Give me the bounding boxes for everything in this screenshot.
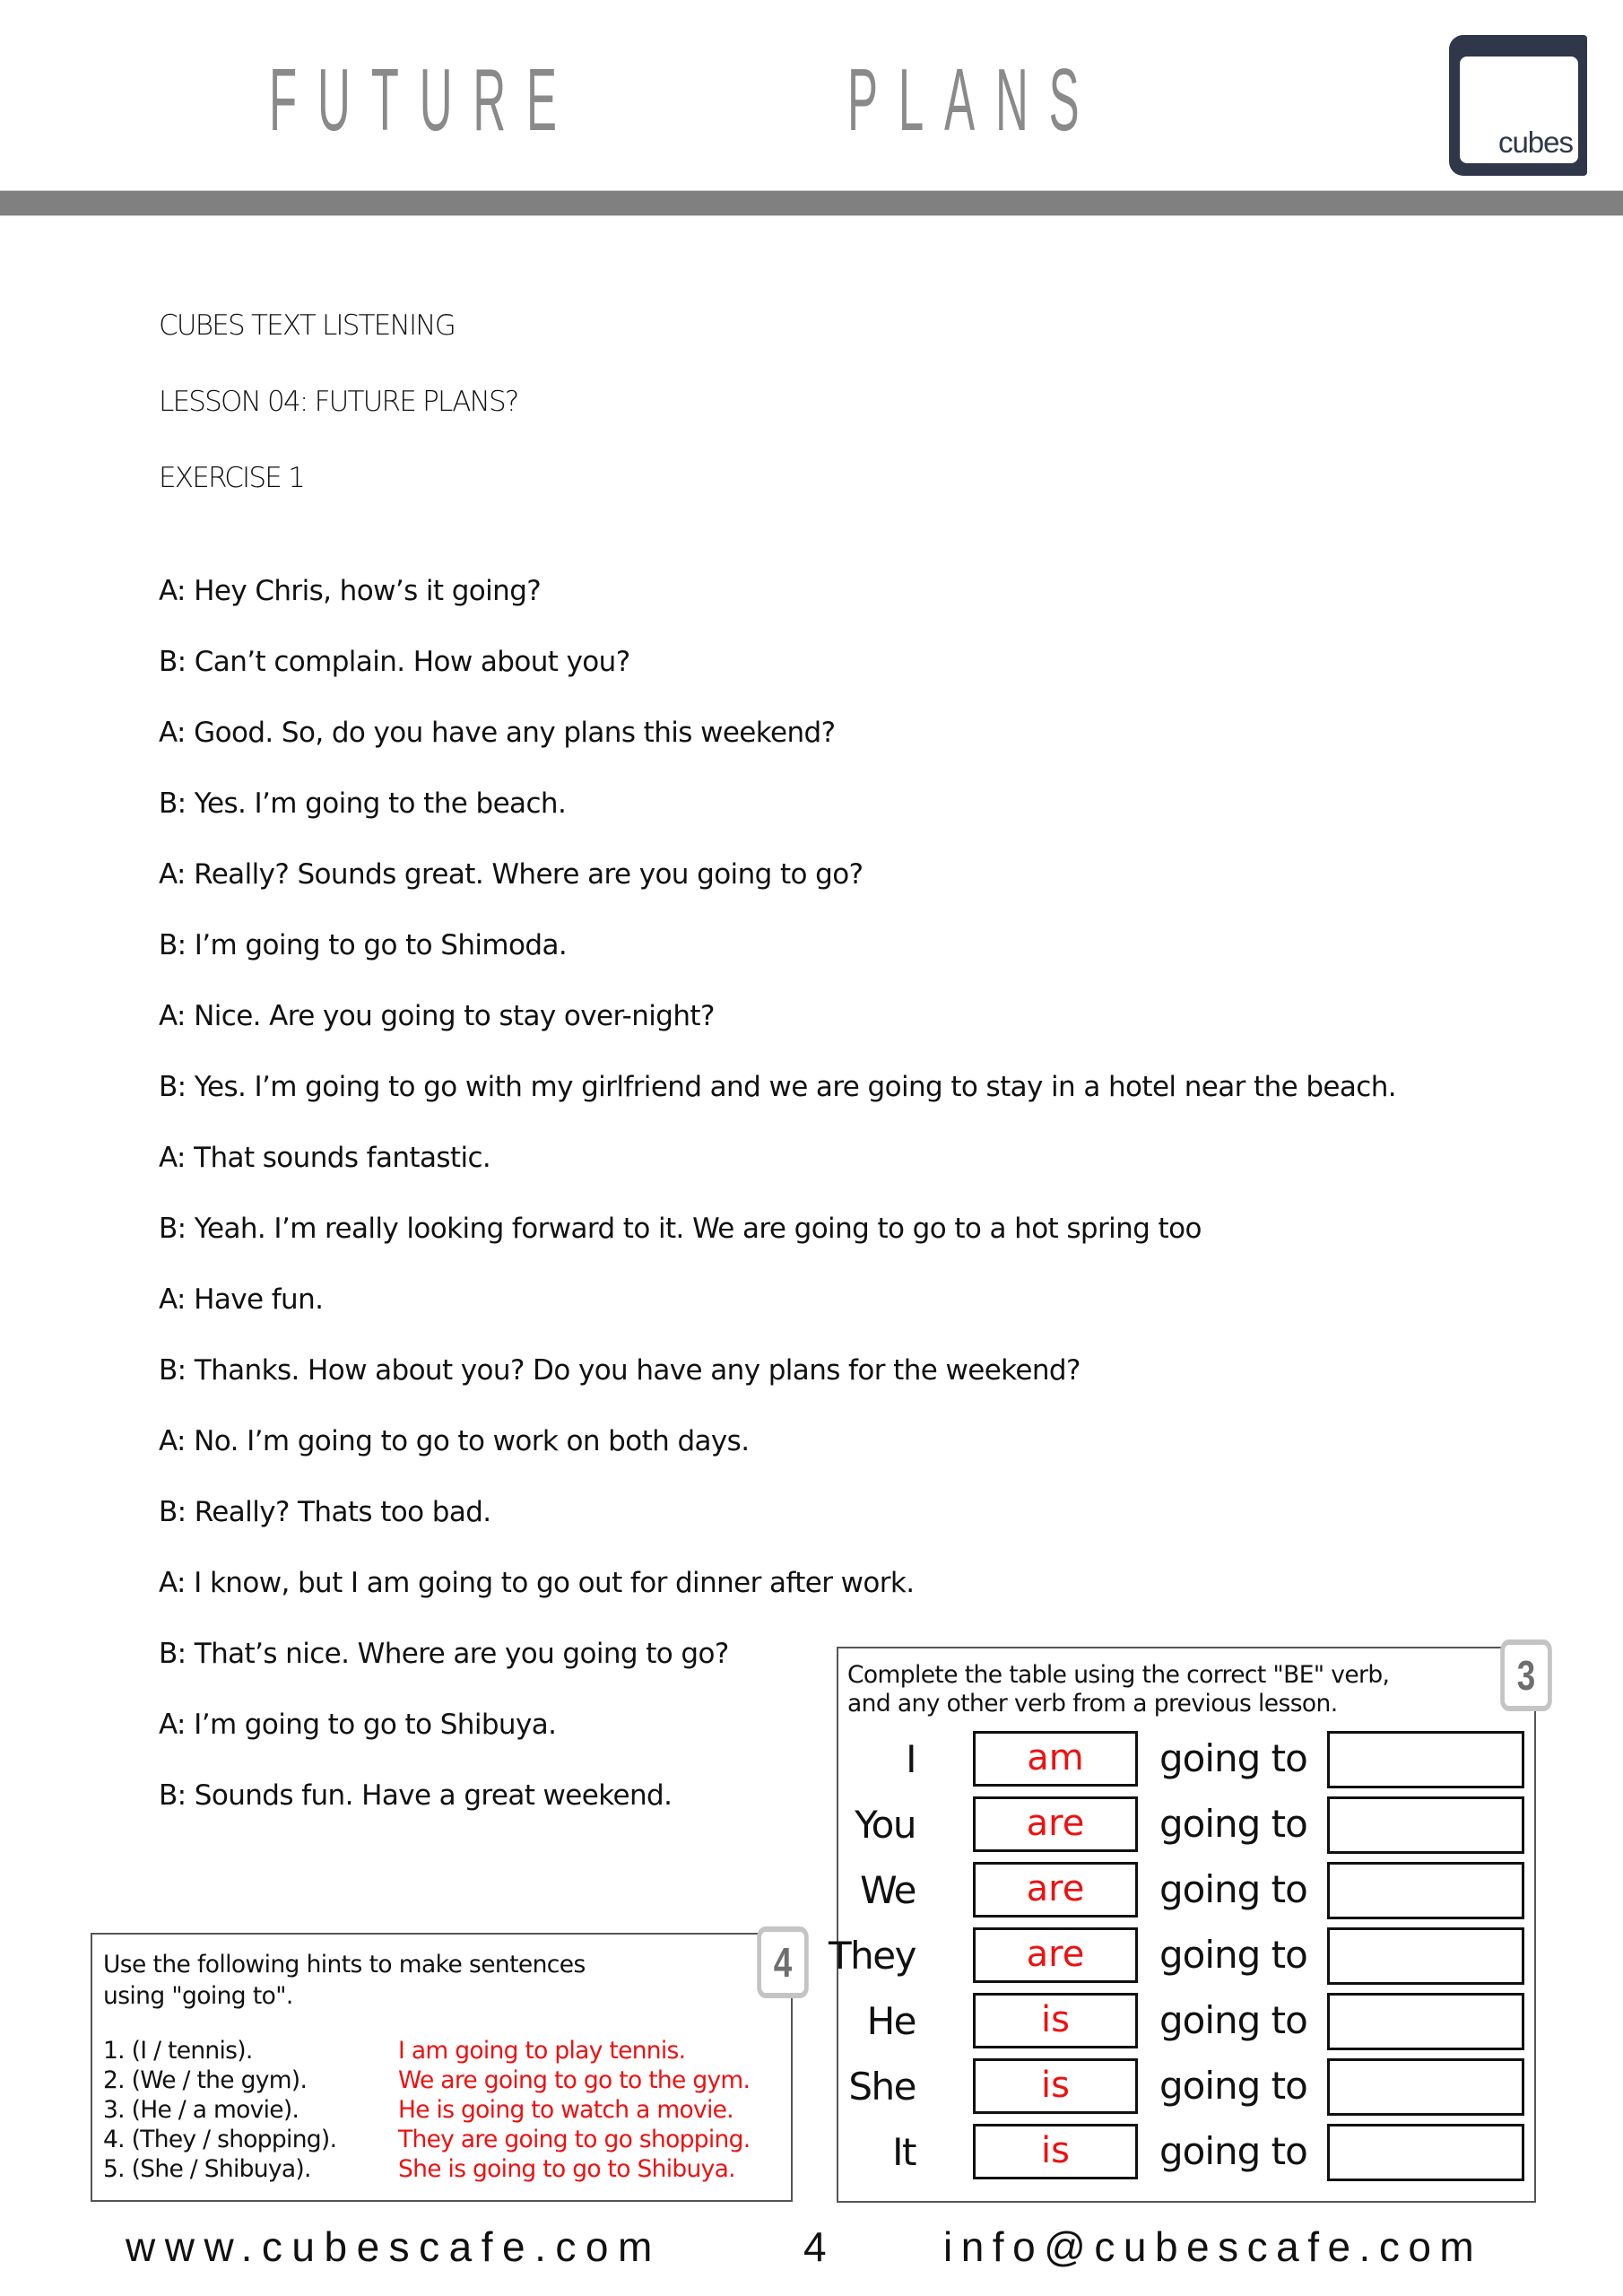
header-divider-bar [0,190,1623,216]
going-to-label: going to [1159,1802,1307,1846]
verb-answer-field[interactable] [1327,1796,1524,1854]
pronoun-label: We [860,1868,916,1912]
exercise-number-badge-4: 4 [757,1926,809,1998]
dialogue-line: B: Yeah. I’m really looking forward to it. We are going to go to a hot spring too [159,1213,1202,1245]
dialogue-line: B: Thanks. How about you? Do you have any plans for the weekend? [159,1354,1081,1387]
page-title-word-plans: PLANS [847,50,1100,149]
table-row [838,1731,1534,1788]
hint-item: 2. (We / the gym). [103,2066,308,2094]
hint-item: 3. (He / a movie). [103,2096,299,2124]
dialogue-line: B: Sounds fun. Have a great weekend. [159,1779,673,1812]
answer-item: I am going to play tennis. [398,2037,686,2065]
hint-item: 4. (They / shopping). [103,2126,337,2153]
dialogue-line: B: Can’t complain. How about you? [159,646,630,678]
dialogue-line: B: Really? Thats too bad. [159,1496,491,1528]
dialogue-line: B: Yes. I’m going to go with my girlfriend and we are going to stay in a hotel near the beach. [159,1071,1397,1103]
dialogue-line: A: No. I’m going to go to work on both days. [159,1425,750,1457]
page-number: 4 [803,2223,827,2270]
worksheet-label: CUBES TEXT LISTENING [159,309,455,342]
table-row [838,1862,1534,1919]
lesson-title: LESSON 04: FUTURE PLANS? [159,386,518,418]
dialogue-line: A: Good. So, do you have any plans this weekend? [159,717,836,749]
logo-text: cubes [1497,126,1573,159]
verb-answer-field[interactable] [1327,1927,1524,1985]
exercise-label: EXERCISE 1 [159,462,305,494]
instruction-line: using "going to". [103,1982,293,2010]
answer-item: She is going to go to Shibuya. [398,2155,735,2183]
exercise-3-box [829,1647,1536,2203]
dialogue-line: A: Nice. Are you going to stay over-night? [159,1000,715,1032]
exercise-number-badge-3: 3 [1500,1639,1552,1711]
cubes-logo [1449,35,1587,176]
dialogue-line: A: That sounds fantastic. [159,1142,491,1174]
pronoun-label: They [829,1934,916,1978]
dialogue-line: A: Really? Sounds great. Where are you going to go? [159,858,864,891]
going-to-label: going to [1159,1736,1307,1780]
dialogue-line: B: That’s nice. Where are you going to go? [159,1638,729,1670]
hint-item: 1. (I / tennis). [103,2037,253,2065]
be-verb-field[interactable]: is [973,2058,1138,2114]
answer-item: They are going to go shopping. [398,2126,751,2153]
be-verb-field[interactable]: is [973,1993,1138,2048]
logo-inner-square [1460,57,1578,163]
dialogue-line: A: Have fun. [159,1283,324,1316]
be-verb-field[interactable]: is [973,2124,1138,2179]
answer-list [398,2036,750,2184]
verb-answer-field[interactable] [1327,1993,1524,2050]
dialogue-line: A: Hey Chris, how’s it going? [159,575,542,607]
verb-answer-field[interactable] [1327,1731,1524,1788]
instruction-line: Complete the table using the correct "BE" verb, [847,1661,1390,1689]
verb-answer-field[interactable] [1327,2058,1524,2116]
exercise-4-instructions [103,1949,586,2012]
going-to-label: going to [1159,1933,1307,1977]
going-to-label: going to [1159,2064,1307,2108]
dialogue-line: B: I’m going to go to Shimoda. [159,929,568,961]
exercise-3-instructions [847,1661,1389,1718]
instruction-line: and any other verb from a previous lesson. [847,1690,1338,1718]
answer-item: He is going to watch a movie. [398,2096,733,2124]
be-verb-field[interactable]: are [973,1927,1138,1983]
exercise-4-box [91,1933,793,2202]
pronoun-label: She [848,2065,916,2109]
footer-email-link[interactable]: info@cubescafe.com [943,2223,1483,2270]
verb-answer-field[interactable] [1327,2124,1524,2181]
table-row [829,1927,1534,1985]
going-to-label: going to [1159,1867,1307,1911]
table-row [838,1993,1534,2050]
be-verb-field[interactable]: are [973,1796,1138,1852]
instruction-line: Use the following hints to make sentences [103,1951,586,1979]
hint-item: 5. (She / Shibuya). [103,2155,311,2183]
be-verb-field[interactable]: are [973,1862,1138,1918]
hint-list [103,2036,336,2184]
table-row [838,2058,1534,2116]
be-verb-field[interactable]: am [973,1731,1138,1787]
answer-item: We are going to go to the gym. [398,2066,751,2094]
table-row [838,1796,1534,1854]
dialogue-line: A: I know, but I am going to go out for dinner after work. [159,1567,915,1599]
pronoun-label: He [866,1999,916,2043]
page-title-word-future: FUTURE [269,50,577,149]
footer-website-link[interactable]: www.cubescafe.com [126,2223,662,2270]
pronoun-label: You [855,1803,916,1847]
verb-answer-field[interactable] [1327,1862,1524,1919]
dialogue-line: A: I’m going to go to Shibuya. [159,1709,557,1741]
table-row [838,2124,1534,2181]
pronoun-label: It [892,2130,916,2174]
going-to-label: going to [1159,1998,1307,2042]
dialogue-line: B: Yes. I’m going to the beach. [159,787,567,820]
going-to-label: going to [1159,2129,1307,2173]
pronoun-label: I [906,1737,916,1781]
